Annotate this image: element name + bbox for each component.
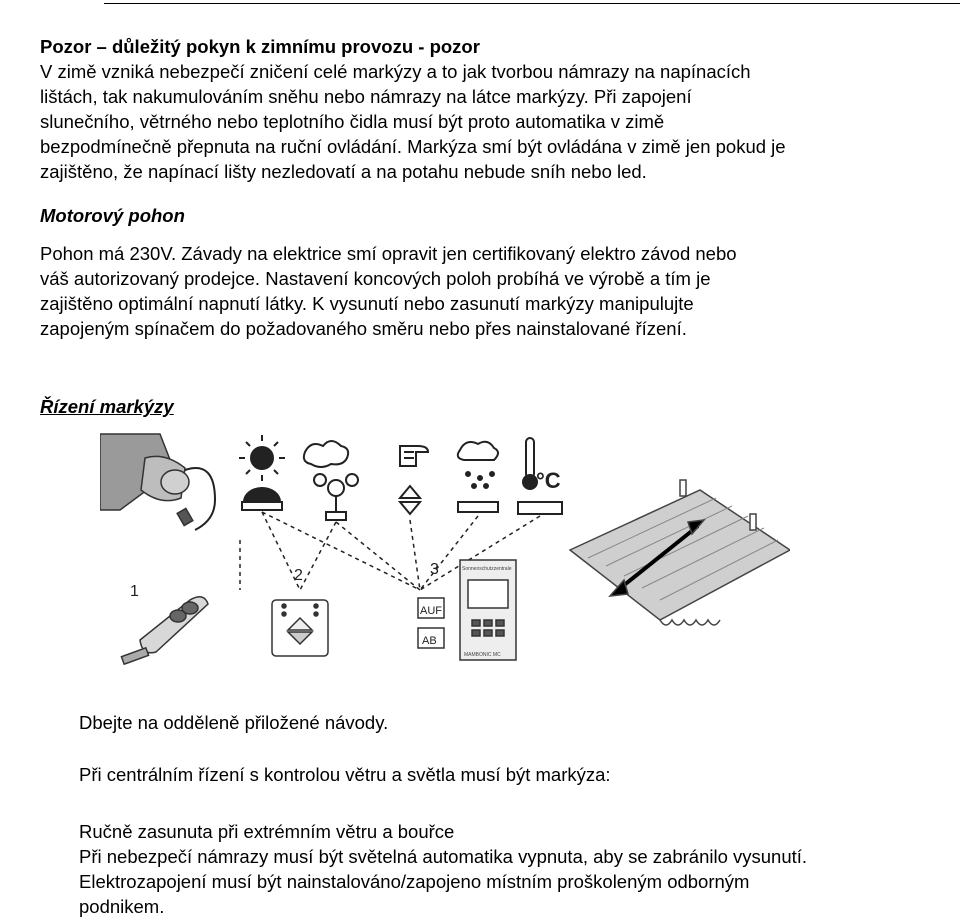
unit-model-label: MAMBONIC MC <box>464 652 501 658</box>
ab-label: AB <box>422 635 437 647</box>
snow-sensor-icon <box>458 442 498 512</box>
remote-control-icon <box>121 597 208 664</box>
motor-heading: Motorový pohon <box>40 205 185 226</box>
motor-line: zajištěno optimální napnutí látky. K vysunutí nebo zasunutí markýzy manipulujte <box>40 293 694 314</box>
list-item: Ručně zasunuta při extrémním větru a bouřce <box>79 821 455 842</box>
temperature-sensor-icon <box>518 438 562 514</box>
figure-label-1: 1 <box>130 583 139 600</box>
motor-line: Pohon má 230V. Závady na elektrice smí opravit jen certifikovaný elektro závod nebo <box>40 243 737 264</box>
list-item: podnikem. <box>79 896 165 917</box>
unit-brand-label: Sonnenschutzzentrale <box>462 566 512 572</box>
hand-button-icon <box>400 446 428 514</box>
wind-sensor-icon <box>304 441 358 520</box>
warning-line: V zimě vzniká nebezpečí zničení celé markýzy a to jak tvorbou námrazy na napínacích <box>40 61 751 82</box>
figure-label-3: 3 <box>430 561 439 578</box>
winter-warning-section <box>40 34 920 184</box>
warning-line: slunečního, větrného nebo teplotního čidla musí být proto automatika v zimě <box>40 111 665 132</box>
sun-sensor-icon <box>239 435 285 510</box>
warning-line: bezpodmínečně přepnuta na ruční ovládání. Markýza smí být ovládána v zimě jen pokud je <box>40 136 786 157</box>
wall-switch-icon <box>272 600 328 656</box>
motor-line: váš autorizovaný prodejce. Nastavení koncových poloh probíhá ve výrobě a tím je <box>40 268 711 289</box>
celsius-label: °C <box>536 468 561 493</box>
auf-label: AUF <box>420 605 442 617</box>
warning-line: zajištěno, že napínací lišty nezledovatí a na potahu nebude sníh nebo led. <box>40 161 647 182</box>
note-separate-instructions: Dbejte na odděleně přiložené návody. <box>79 712 389 733</box>
list-item: Při nebezpečí námrazy musí být světelná automatika vypnuta, aby se zabránilo vysunutí. <box>79 846 808 867</box>
list-item: Elektrozapojení musí být nainstalováno/zapojeno místním proškoleným odborným <box>79 871 750 892</box>
warning-line: lištách, tak nakumulováním sněhu nebo námrazy na látce markýzy. Při zapojení <box>40 86 692 107</box>
awning-control-diagram <box>100 430 790 690</box>
awning-illustration <box>570 480 790 625</box>
motor-illustration <box>100 434 215 530</box>
conditions-list <box>79 819 939 919</box>
motor-section <box>40 241 920 341</box>
control-heading: Řízení markýzy <box>40 396 174 417</box>
top-rule <box>104 3 960 4</box>
motor-line: zapojeným spínačem do požadovaného směru nebo přes nainstalované řízení. <box>40 318 687 339</box>
note-central-control: Při centrálním řízení s kontrolou větru a světla musí být markýza: <box>79 764 611 785</box>
warning-title: Pozor – důležitý pokyn k zimnímu provozu - pozor <box>40 36 480 57</box>
figure-label-2: 2 <box>294 567 303 584</box>
